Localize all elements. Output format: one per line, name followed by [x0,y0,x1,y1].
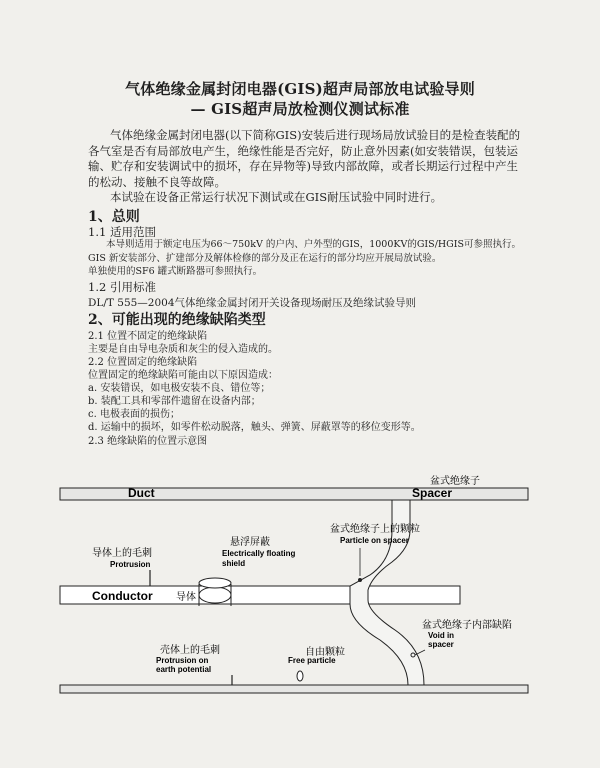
defect-text-2: 位置固定的绝缘缺陷可能由以下原因造成： [88,370,278,381]
spacer-cn-label: 盆式绝缘子 [430,476,480,487]
particle-on-spacer-cn-label: 盆式绝缘子上的颗粒 [330,524,420,535]
earth-protrusion-en-label: Protrusion on [156,656,209,665]
scope-text: 本导则适用于额定电压为66～750kV 的户内、户外型的GIS，1000KV的GIS/HGIS可参照执行。GIS 新安装部分、扩建部分及解体检修的部分及正在运行的部分均应开展局放试验。 [88,239,522,264]
conductor-cn-label: 导体 [176,592,196,603]
protrusion-cn-label: 导体上的毛刺 [92,548,152,559]
protrusion-en-label: Protrusion [110,560,151,569]
void-in-spacer-en-label: Void in [428,631,455,640]
free-particle-cn-label: 自由颗粒 [305,647,345,658]
subsection-heading-1-2: 1.2 引用标准 [88,280,156,294]
section-heading-2: 2、可能出现的绝缘缺陷类型 [88,312,266,328]
document-subtitle: — GIS超声局放检测仪测试标准 [190,100,410,118]
floating-shield-en-label: Electrically floating [222,549,296,558]
duct-label: Duct [128,486,155,500]
document-title: 气体绝缘金属封闭电器(GIS)超声局部放电试验导则 [125,80,475,98]
earth-protrusion-cn-label: 壳体上的毛刺 [160,645,220,656]
conductor-label: Conductor [92,589,153,603]
earth-protrusion-en-label-2: earth potential [156,665,212,674]
void-in-spacer-cn-label: 盆式绝缘子内部缺陷 [422,620,512,631]
subsection-heading-2-3: 2.3 绝缘缺陷的位置示意图 [88,436,208,447]
free-particle-en-label: Free particle [288,656,336,665]
subsection-heading-2-2: 2.2 位置固定的绝缘缺陷 [88,357,198,368]
enclosure-bottom-wall [60,685,528,693]
defect-text: 主要是自由导电杂质和灰尘的侵入造成的。 [88,344,278,355]
scope-text-2: 单独使用的SF6 罐式断路器可参照执行。 [88,266,263,277]
list-item: c. 电极表面的损伤； [88,409,180,420]
free-particle [297,671,303,681]
spacer-label: Spacer [412,486,453,500]
reference-standard: DL/T 555—2004气体绝缘金属封闭开关设备现场耐压及绝缘试验导则 [88,297,417,309]
subsection-heading-2-1: 2.1 位置不固定的绝缘缺陷 [88,331,208,342]
void-in-spacer-en-label-2: spacer [428,640,454,649]
floating-shield-cn-label: 悬浮屏蔽 [230,537,270,548]
list-item: d. 运输中的损坏，如零件松动脱落，触头、弹簧、屏蔽罩等的移位变形等。 [88,422,421,433]
list-item: a. 安装错误，如电极安装不良、错位等； [88,383,271,394]
intro-paragraph: 气体绝缘金属封闭电器(以下简称GIS)安装后进行现场局放试验目的是检查装配的各气室是否有局部放电产生，绝缘性能是否完好，防止意外因素(如安装错误，包装运输、贮存和安装调试中的损坏，存在异物等)导致内部故障，或者长期运行过程中产生的松动、接触不良等故障。 [88,128,521,189]
section-heading-1: 1、总则 [88,209,140,225]
particle-on-spacer-en-label: Particle on spacer [340,536,409,545]
intro-paragraph-2: 本试验在设备正常运行状况下测试或在GIS耐压试验中同时进行。 [110,190,443,204]
spacer-particle [358,578,362,582]
floating-shield-en-label-2: shield [222,559,246,568]
subsection-heading-1-1: 1.1 适用范围 [88,225,156,239]
list-item: b. 装配工具和零部件遗留在设备内部； [88,396,261,407]
